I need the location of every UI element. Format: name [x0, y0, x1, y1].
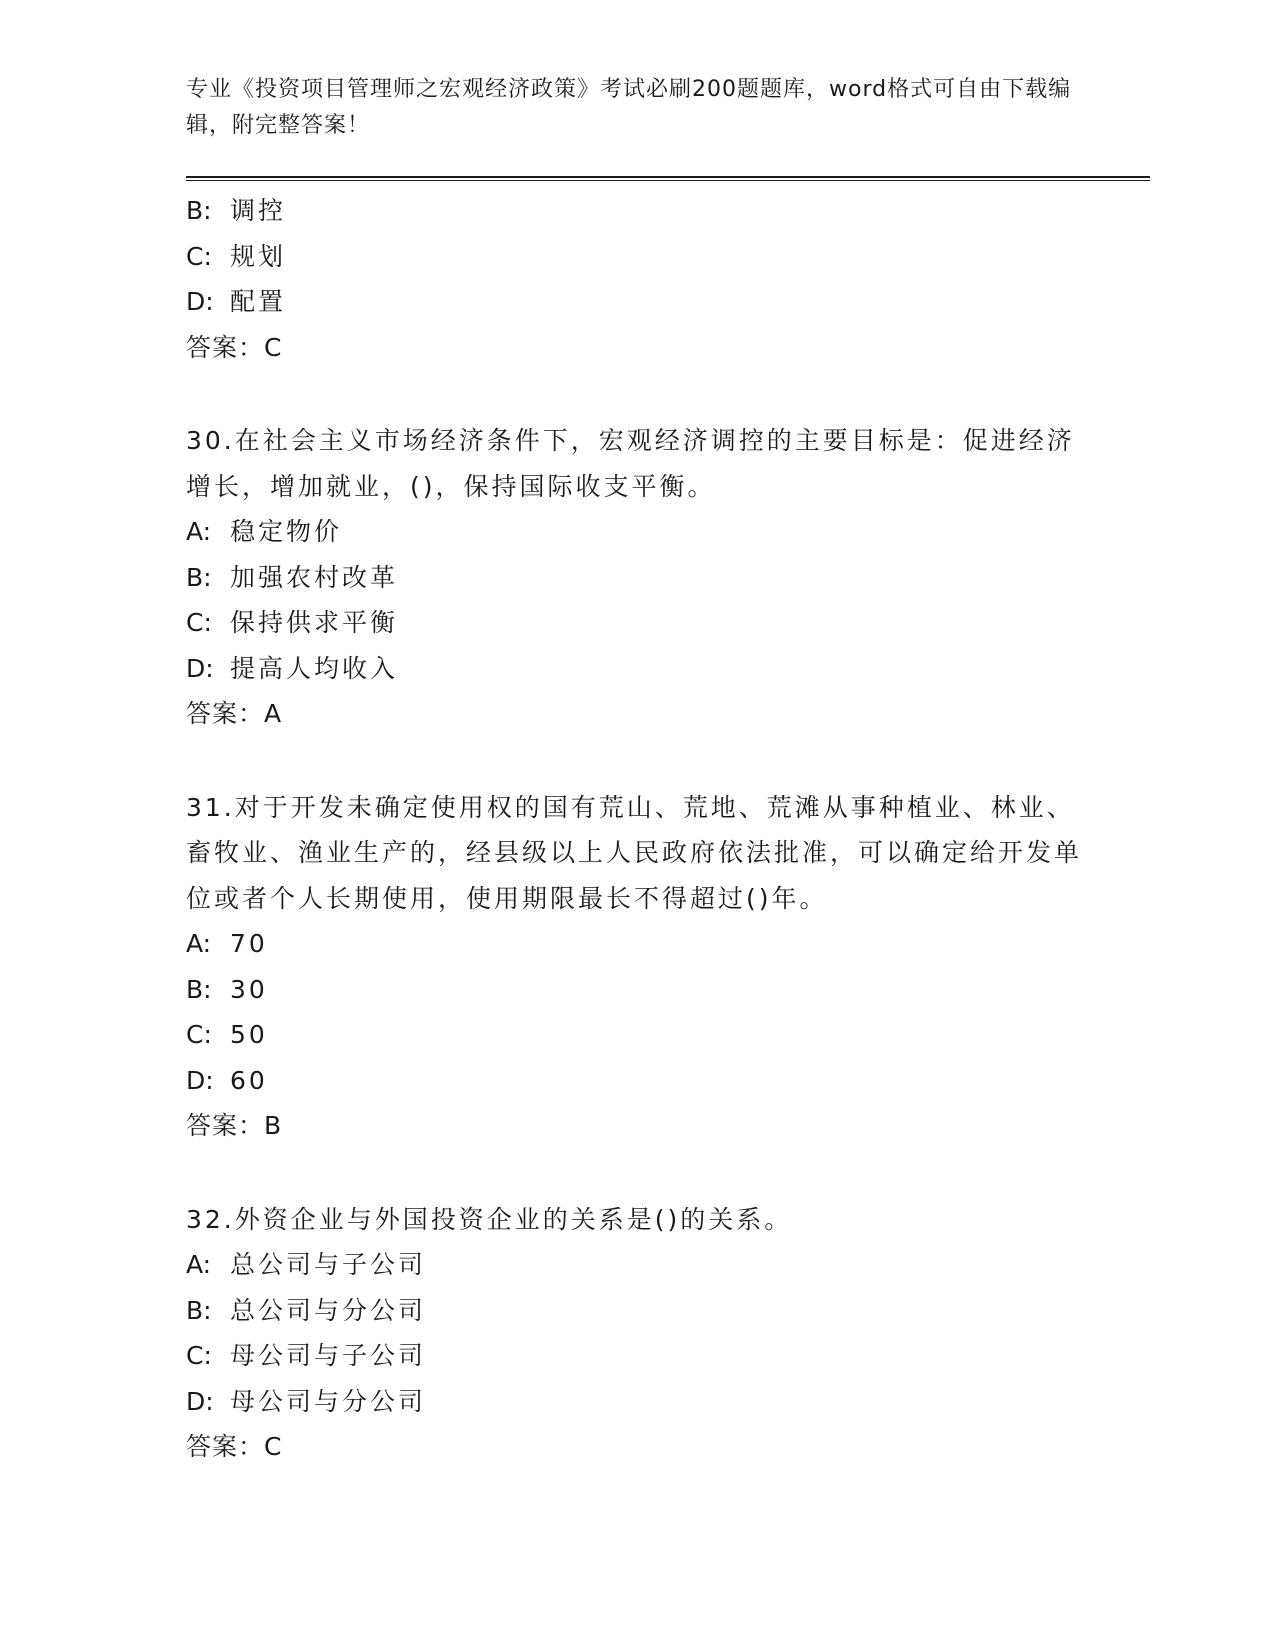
option-a: [186, 1242, 1086, 1288]
answer-line: 答案：B: [186, 1111, 283, 1140]
spacer: [186, 370, 1086, 418]
header-divider: [186, 176, 1150, 181]
option-letter: B:: [186, 1295, 212, 1325]
option-letter: B:: [186, 196, 212, 225]
option-text: 母公司与分公司: [230, 1386, 427, 1416]
option-letter: B:: [186, 974, 212, 1004]
option-c: [186, 234, 1086, 280]
option-text: 保持供求平衡: [230, 608, 399, 637]
option-text: 50: [230, 1020, 268, 1049]
answer-line: 答案：A: [186, 699, 283, 728]
spacer: [186, 737, 1086, 785]
option-letter: D:: [186, 1065, 214, 1095]
option-d: [186, 1058, 1086, 1104]
option-c: [186, 1012, 1086, 1058]
option-a: [186, 509, 1086, 555]
option-d: [186, 646, 1086, 692]
option-text: 加强农村改革: [230, 562, 399, 592]
option-letter: C:: [186, 241, 212, 271]
option-letter: D:: [186, 653, 214, 683]
option-b: [186, 555, 1086, 601]
question-stem: 30.在社会主义市场经济条件下，宏观经济调控的主要目标是：促进经济增长，增加就业，()，保持国际收支平衡。: [186, 426, 1075, 501]
option-letter: A:: [186, 517, 212, 546]
option-text: 母公司与子公司: [230, 1341, 427, 1370]
question-stem: 31.对于开发未确定使用权的国有荒山、荒地、荒滩从事种植业、林业、畜牧业、渔业生产的，经县级以上人民政府依法批准，可以确定给开发单位或者个人长期使用，使用期限最长不得超过()年。: [186, 792, 1083, 913]
option-text: 稳定物价: [230, 517, 343, 546]
page-header: 专业《投资项目管理师之宏观经济政策》考试必刷200题题库，word格式可自由下载编辑，附完整答案！: [186, 77, 1072, 138]
answer-line: 答案：C: [186, 1432, 283, 1461]
answer-line: 答案：C: [186, 332, 283, 362]
question-continued: [186, 188, 1086, 370]
option-text: 调控: [230, 196, 287, 225]
option-c: [186, 1333, 1086, 1379]
option-text: 配置: [230, 287, 287, 316]
option-text: 70: [230, 929, 268, 958]
question-list: [186, 188, 1086, 1470]
option-letter: D:: [186, 1386, 214, 1416]
option-text: 60: [230, 1065, 268, 1095]
option-letter: A:: [186, 929, 212, 958]
option-text: 30: [230, 974, 268, 1004]
option-letter: C:: [186, 1020, 212, 1049]
option-letter: A:: [186, 1250, 212, 1279]
option-text: 总公司与子公司: [230, 1250, 427, 1279]
option-letter: C:: [186, 608, 212, 637]
question-32: [186, 1197, 1086, 1470]
option-text: 总公司与分公司: [230, 1295, 427, 1325]
question-30: [186, 418, 1086, 737]
option-d: [186, 279, 1086, 325]
spacer: [186, 1149, 1086, 1197]
option-b: [186, 967, 1086, 1013]
option-text: 规划: [230, 241, 287, 271]
option-b: [186, 188, 1086, 234]
option-d: [186, 1379, 1086, 1425]
question-31: [186, 785, 1086, 1149]
option-text: 提高人均收入: [230, 653, 399, 683]
option-letter: D:: [186, 287, 214, 316]
option-b: [186, 1288, 1086, 1334]
option-letter: B:: [186, 562, 212, 592]
option-letter: C:: [186, 1341, 212, 1370]
option-c: [186, 600, 1086, 646]
option-a: [186, 921, 1086, 967]
question-stem: 32.外资企业与外国投资企业的关系是()的关系。: [186, 1204, 793, 1234]
